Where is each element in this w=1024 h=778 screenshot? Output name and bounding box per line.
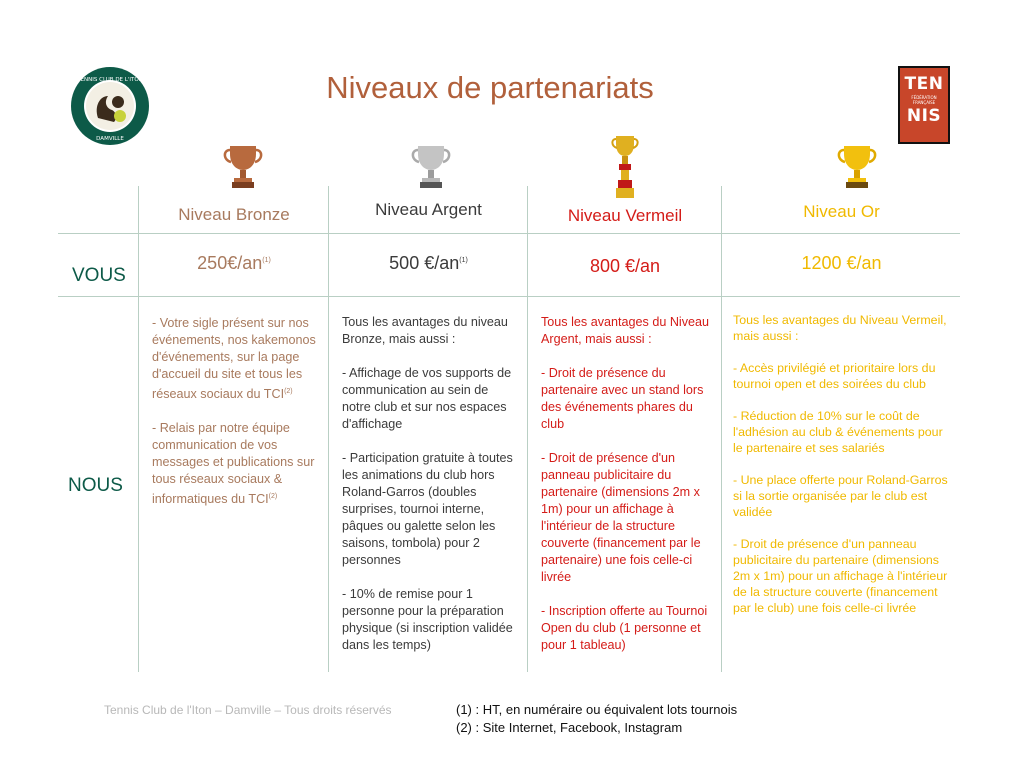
fft-logo-top: TEN — [904, 74, 944, 94]
benefits-argent — [342, 314, 518, 671]
price-bronze-note: (1) — [262, 257, 271, 264]
benefit-paragraph: - Relais par notre équipe communication de vos messages et publications sur tous réseaux sociaux & informatiques du TCI$^{(2)}$ — [152, 421, 315, 507]
row-divider-middle — [58, 296, 960, 297]
footer-copyright: Tennis Club de l'Iton – Damville – Tous droits réservés — [104, 703, 392, 717]
column-divider-1 — [138, 186, 139, 672]
benefits-or — [733, 312, 951, 632]
column-divider-4 — [721, 186, 722, 672]
benefit-paragraph: - Participation gratuite à toutes les animations du club hors Roland-Garros (doubles surprises, tournoi interne, pâques ou galette selon les saisons, tombola) pour 2 personnes — [342, 451, 513, 567]
level-header-argent: Niveau Argent — [375, 200, 482, 219]
page-title: Niveaux de partenariats — [326, 70, 654, 105]
footnotes — [456, 701, 737, 737]
footnote-1: (1) : HT, en numéraire ou équivalent lots tournois — [456, 702, 738, 717]
price-bronze — [140, 253, 328, 274]
level-header-bronze: Niveau Bronze — [178, 205, 290, 224]
level-header-or: Niveau Or — [803, 202, 880, 221]
bronze-trophy-icon — [218, 142, 268, 200]
benefit-paragraph: - Réduction de 10% sur le coût de l'adhésion au club & événements pour le partenaire et ses salariés — [733, 409, 943, 455]
benefit-paragraph: - 10% de remise pour 1 personne pour la préparation physique (si inscription validée dans les temps) — [342, 587, 513, 652]
benefit-paragraph: - Une place offerte pour Roland-Garros si la sortie organisée par le club est validée — [733, 473, 948, 519]
benefit-paragraph: Tous les avantages du niveau Bronze, mais aussi : — [342, 315, 508, 346]
fft-logo-middle: FÉDÉRATION FRANÇAISE — [911, 95, 937, 105]
price-argent-value: 500 €/an — [389, 253, 460, 273]
row-label-nous: NOUS — [68, 475, 123, 496]
benefit-paragraph: - Inscription offerte au Tournoi Open du club (1 personne et pour 1 tableau) — [541, 604, 708, 652]
benefit-paragraph: Tous les avantages du Niveau Argent, mais aussi : — [541, 315, 710, 346]
price-or — [723, 253, 960, 274]
footnote-2: (2) : Site Internet, Facebook, Instagram — [456, 720, 683, 735]
price-argent-note: (1) — [459, 257, 468, 264]
row-divider-top — [58, 233, 960, 234]
fft-logo-bottom: NIS — [906, 106, 942, 126]
benefits-bronze — [152, 315, 316, 525]
benefits-vermeil — [541, 314, 713, 671]
column-divider-3 — [527, 186, 528, 672]
svg-text:DAMVILLE: DAMVILLE — [96, 136, 124, 142]
price-or-value: 1200 €/an — [801, 253, 882, 273]
gold-trophy-icon — [832, 142, 882, 200]
price-argent — [330, 253, 527, 274]
vermeil-cup-icon — [610, 134, 640, 200]
benefit-paragraph: - Droit de présence du partenaire avec un stand lors des événements phares du club — [541, 366, 704, 431]
price-vermeil — [529, 256, 721, 277]
benefit-paragraph: - Droit de présence d'un panneau publicitaire du partenaire (dimensions 2m x 1m) pour un affichage à l'intérieur de la structure couverte (financement par le club) une fois celle-ci livrée — [733, 537, 948, 615]
price-bronze-value: 250€/an — [197, 253, 263, 273]
row-label-vous: VOUS — [72, 265, 126, 286]
column-divider-2 — [328, 186, 329, 672]
benefit-paragraph: - Droit de présence d'un panneau publicitaire du partenaire (dimensions 2m x 1m) pour un affichage à l'intérieur de la structure couverte (financement par le partenaire) une fois celle-ci livrée — [541, 451, 701, 584]
price-vermeil-value: 800 €/an — [589, 256, 661, 276]
benefit-paragraph: - Accès privilégié et prioritaire lors du tournoi open et des soirées du club — [733, 361, 936, 391]
svg-text:TENNIS CLUB DE L'ITON: TENNIS CLUB DE L'ITON — [77, 77, 143, 83]
level-header-vermeil: Niveau Vermeil — [567, 206, 683, 225]
benefit-paragraph: - Affichage de vos supports de communication au sein de notre club et sur nos espaces d'affichage — [342, 366, 512, 431]
silver-trophy-icon — [406, 142, 456, 200]
benefit-paragraph: - Votre sigle présent sur nos événements, nos kakemonos d'événements, sur la page d'accueil du site et tous les réseaux sociaux du TCI$^{(2)}$ — [152, 316, 316, 402]
benefit-paragraph: Tous les avantages du Niveau Vermeil, mais aussi : — [733, 313, 947, 343]
